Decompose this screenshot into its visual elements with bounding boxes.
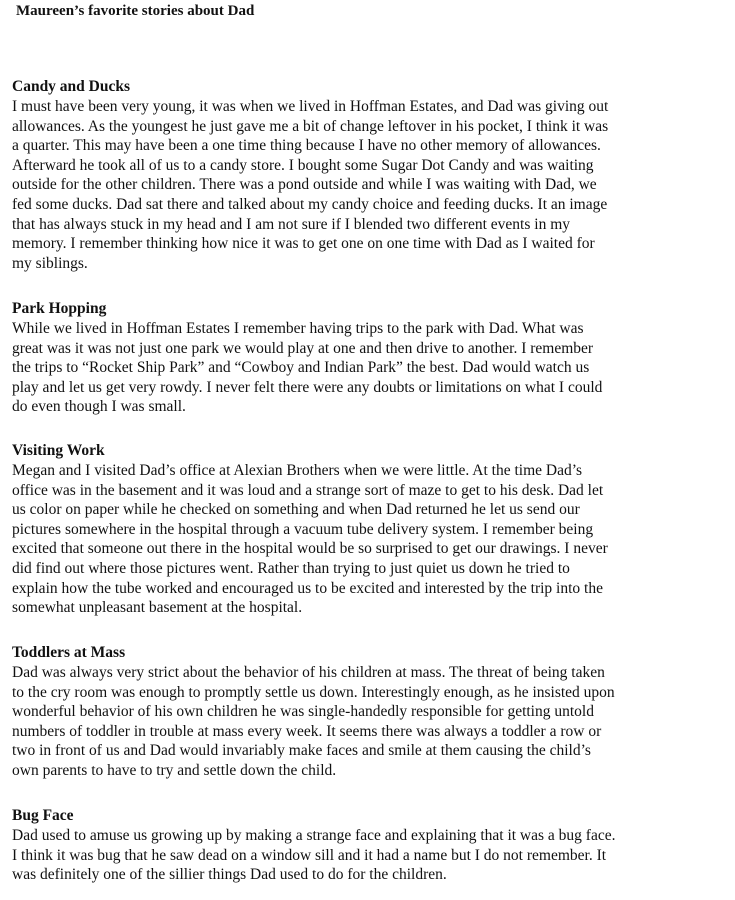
story-line: Megan and I visited Dad’s office at Alexian Brothers when we were little. At the time Dad’s [12,462,583,479]
story-line: great was it was not just one park we would play at one and then drive to another. I remember [12,339,594,357]
story-line: excited that someone out there in the hospital would be so surprised to get our drawings. I never [12,540,608,558]
document-title: Maureen’s favorite stories about Dad [16,3,255,19]
story-line: somewhat unpleasant basement at the hospital. [12,599,303,617]
story-body [12,319,732,417]
story-line: wonderful behavior of his own children he was single-handedly responsible for getting untold [12,703,594,721]
story-visiting-work [12,441,732,618]
story-heading: Visiting Work [12,442,105,459]
story-line: fed some ducks. Dad sat there and talked about my candy choice and feeding ducks. It an image [12,195,608,213]
story-line: pictures somewhere in the hospital through a vacuum tube delivery system. I remember being [12,520,594,538]
story-line: a quarter. This may have been a one time thing because I have no other memory of allowances. [12,137,601,155]
story-line: explain how the tube worked and encouraged us to be excited and interested by the trip into the [12,579,603,597]
story-line: my siblings. [12,254,88,272]
story-line: memory. I remember thinking how nice it was to get one on one time with Dad as I waited for [12,235,595,253]
story-line: the trips to “Rocket Ship Park” and “Cowboy and Indian Park” the best. Dad would watch us [12,359,590,377]
story-line: I think it was bug that he saw dead on a window sill and it had a name but I do not remember. It [12,846,607,864]
story-heading: Toddlers at Mass [12,644,126,661]
story-body [12,826,732,885]
story-heading: Bug Face [12,807,74,824]
story-line: Dad was always very strict about the behavior of his children at mass. The threat of being taken [12,664,605,681]
story-toddlers-at-mass [12,643,732,781]
story-line: Dad used to amuse us growing up by making a strange face and explaining that it was a bug face. [12,827,616,844]
story-heading: Candy and Ducks [12,78,131,95]
story-body [12,461,732,618]
story-line: that has always stuck in my head and I am not sure if I blended two different events in my [12,215,570,233]
story-line: did find out where those pictures went. Rather than trying to just quiet us down he tried to [12,559,570,577]
story-line: Afterward he took all of us to a candy store. I bought some Sugar Dot Candy and was waiting [12,156,594,174]
story-line: office was in the basement and it was loud and a strange sort of maze to get to his desk. Dad let [12,481,604,499]
story-line: numbers of toddler in trouble at mass every week. It seems there was always a toddler a row or [12,722,602,740]
story-park-hopping [12,299,732,417]
story-line: own parents to have to try and settle down the child. [12,761,337,779]
story-body [12,97,732,273]
story-line: was definitely one of the sillier things Dad used to do for the children. [12,866,447,884]
story-line: While we lived in Hoffman Estates I remember having trips to the park with Dad. What was [12,320,584,337]
story-line: two in front of us and Dad would invariably make faces and smile at them causing the child’s [12,742,591,760]
story-line: do even though I was small. [12,398,186,416]
story-heading: Park Hopping [12,300,107,317]
story-line: us color on paper while he checked on something and when Dad returned he let us send our [12,501,580,519]
story-line: I must have been very young, it was when we lived in Hoffman Estates, and Dad was giving out [12,98,609,115]
story-candy-and-ducks [12,77,732,273]
story-line: play and let us get very rowdy. I never felt there were any doubts or limitations on what I could [12,378,603,396]
story-line: to the cry room was enough to promptly settle us down. Interestingly enough, as he insisted upon [12,683,615,701]
story-line: outside for the other children. There was a pond outside and while I was waiting with Dad, we [12,176,597,194]
story-bug-face [12,806,732,885]
story-line: allowances. As the youngest he just gave me a bit of change leftover in his pocket, I think it was [12,117,609,135]
story-body [12,663,732,781]
